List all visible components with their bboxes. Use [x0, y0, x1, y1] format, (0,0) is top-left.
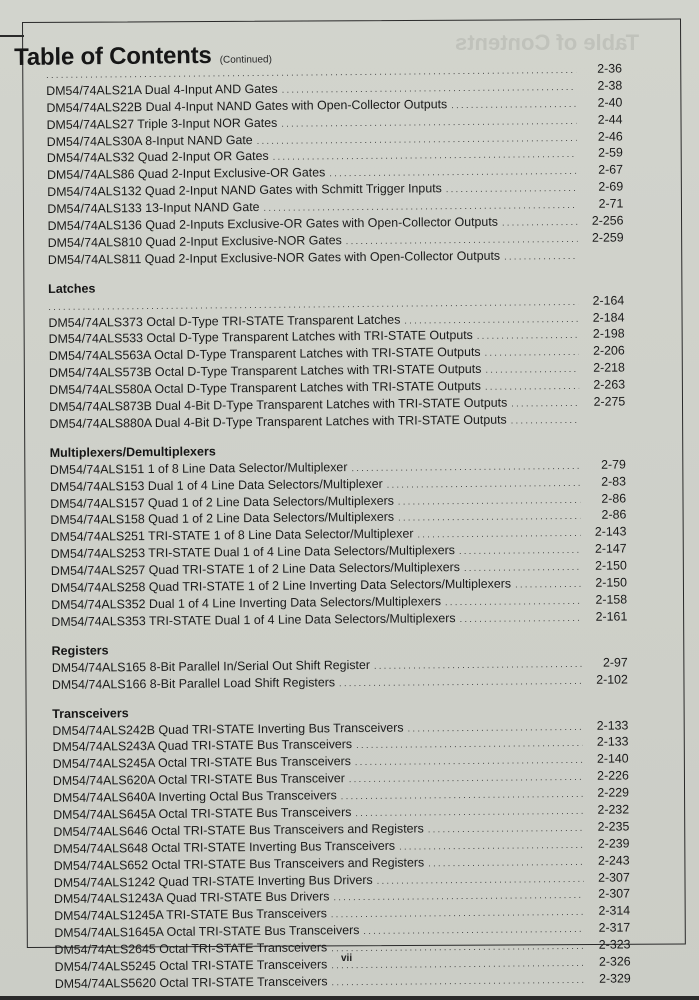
entry-title: DM54/74ALS648 Octal TRI-STATE Inverting Bus Transceivers: [53, 838, 396, 856]
entry-title: DM54/74ALS257 Quad TRI-STATE 1 of 2 Line Data Selectors/Multiplexers: [50, 560, 460, 579]
entry-title: DM54/74ALS243A Quad TRI-STATE Bus Transceivers: [52, 737, 353, 755]
entry-title: DM54/74ALS652 Octal TRI-STATE Bus Transceivers and Registers: [53, 855, 425, 873]
entry-page-number: 2-323: [598, 937, 631, 952]
dot-leader: [511, 395, 579, 413]
toc-section: [50, 439, 628, 630]
entry-page-number: 2-275: [593, 394, 626, 409]
entry-page-number: 2-69: [598, 179, 624, 194]
entry-page-number: 2-44: [597, 112, 623, 127]
dot-leader: [460, 610, 582, 628]
entry-title: DM54/74ALS573B Octal D-Type Transparent Latches with TRI-STATE Outputs: [48, 362, 482, 381]
entry-page-number: 2-164: [592, 293, 625, 308]
entry-page-number: 2-229: [597, 785, 630, 800]
section-heading: Registers: [51, 643, 109, 658]
entry-title: DM54/74ALS22B Dual 4-Input NAND Gates with Open-Collector Outputs: [46, 96, 448, 115]
entry-page-number: 2-133: [596, 734, 629, 750]
entry-page-number: 2-86: [601, 491, 627, 506]
dot-leader: [339, 672, 582, 691]
dot-leader: [485, 344, 579, 362]
entry-page-number: 2-147: [594, 541, 627, 557]
entry-page-number: 2-314: [598, 903, 631, 919]
entry-page-number: 2-307: [598, 886, 631, 902]
entry-page-number: 2-40: [597, 95, 623, 110]
dot-leader: [377, 870, 584, 889]
entry-page-number: 2-329: [599, 971, 631, 986]
dot-leader: [363, 921, 584, 940]
entry-page-number: 2-243: [597, 853, 630, 868]
entry-page-number: 2-86: [601, 507, 627, 523]
entry-title: DM54/74ALS880A Dual 4-Bit D-Type Transparent Latches with TRI-STATE Outputs: [49, 412, 507, 431]
dot-leader: [417, 525, 580, 543]
dot-leader: [374, 656, 582, 675]
entry-title: DM54/74ALS5620 Octal TRI-STATE Transceivers: [54, 974, 328, 991]
entry-title: DM54/74ALS620A Octal TRI-STATE Bus Transceiver: [52, 771, 345, 789]
bleed-through-text: Table of Contents: [454, 30, 639, 55]
entry-page-number: 2-161: [595, 609, 628, 624]
entry-title: DM54/74ALS251 TRI-STATE 1 of 8 Line Data Selector/Multiplexer: [50, 526, 414, 545]
entry-title: DM54/74ALS166 8-Bit Parallel Load Shift Registers: [51, 674, 336, 692]
toc-section: [52, 700, 631, 993]
entry-title: DM54/74ALS32 Quad 2-Input OR Gates: [46, 149, 269, 166]
entry-page-number: 2-36: [597, 61, 623, 76]
entry-title: DM54/74ALS1242 Quad TRI-STATE Inverting Bus Drivers: [53, 872, 373, 890]
dot-leader: [331, 972, 584, 991]
entry-page-number: 2-133: [596, 717, 629, 733]
dot-leader: [485, 361, 579, 379]
entry-title: DM54/74ALS580A Octal D-Type Transparent Latches with TRI-STATE Outputs: [49, 378, 481, 398]
entry-page-number: 2-158: [595, 592, 628, 607]
entry-page-number: 2-232: [597, 802, 630, 817]
entry-page-number: 2-67: [598, 162, 624, 178]
entry-title: DM54/74ALS645A Octal TRI-STATE Bus Transceivers: [53, 805, 352, 822]
section-heading: Multiplexers/Demultiplexers: [49, 444, 216, 460]
entry-title: DM54/74ALS258 Quad TRI-STATE 1 of 2 Line Inverting Data Selectors/Multiplexers: [50, 576, 512, 596]
entry-title: DM54/74ALS132 Quad 2-Input NAND Gates with Schmitt Trigger Inputs: [47, 181, 442, 200]
dot-leader: [398, 508, 580, 527]
entry-title: DM54/74ALS151 1 of 8 Line Data Selector/Multiplexer: [49, 459, 348, 477]
entry-title: DM54/74ALS21A Dual 4-Input AND Gates: [46, 81, 278, 98]
entry-page-number: 2-38: [597, 78, 623, 93]
dot-leader: [408, 718, 583, 737]
entry-title: DM54/74ALS136 Quad 2-Inputs Exclusive-OR Gates with Open-Collector Outputs: [47, 214, 499, 234]
entry-page-number: 2-226: [597, 768, 629, 783]
entry-page-number: 2-326: [598, 954, 631, 969]
entry-page-number: 2-83: [601, 474, 627, 489]
frame-rule: [0, 35, 24, 37]
entry-page-number: 2-79: [600, 457, 626, 472]
entry-title: DM54/74ALS373 Octal D-Type TRI-STATE Transparent Latches: [48, 312, 401, 330]
entry-page-number: 2-150: [595, 558, 627, 573]
dot-leader: [502, 214, 578, 232]
entry-title: DM54/74ALS1645A Octal TRI-STATE Bus Transceivers: [54, 923, 360, 941]
entry-title: DM54/74ALS86 Quad 2-Input Exclusive-OR Gates: [46, 165, 326, 183]
entry-title: DM54/74ALS158 Quad 1 of 2 Line Data Selectors/Multiplexers: [50, 510, 395, 528]
entry-title: DM54/74ALS30A 8-Input NAND Gate: [46, 132, 253, 149]
dot-leader: [464, 559, 581, 577]
entry-title: DM54/74ALS165 8-Bit Parallel In/Serial Out Shift Register: [51, 657, 371, 675]
entry-page-number: 2-317: [598, 920, 631, 935]
entry-title: DM54/74ALS2645 Octal TRI-STATE Transceivers: [54, 940, 328, 958]
entry-title: DM54/74ALS1245A TRI-STATE Bus Transceivers: [54, 906, 327, 924]
entry-title: DM54/74ALS873B Dual 4-Bit D-Type Transparent Latches with TRI-STATE Outputs: [49, 395, 508, 415]
entry-title: DM54/74ALS157 Quad 1 of 2 Line Data Selectors/Multiplexers: [50, 493, 394, 511]
entry-title: DM54/74ALS5245 Octal TRI-STATE Transceivers: [54, 957, 328, 974]
dot-leader: [485, 378, 579, 396]
dot-leader: [511, 412, 580, 430]
entry-title: DM54/74ALS563A Octal D-Type Transparent Latches with TRI-STATE Outputs: [48, 345, 481, 364]
entry-title: DM54/74ALS533 Octal D-Type Transparent Latches with TRI-STATE Outputs: [48, 328, 473, 347]
entry-title: DM54/74ALS1243A Quad TRI-STATE Bus Drivers: [53, 889, 330, 907]
page-title: Table of Contents: [14, 41, 212, 71]
dot-leader: [387, 475, 580, 494]
entry-title: DM54/74ALS640A Inverting Octal Bus Transceivers: [52, 788, 337, 806]
section-heading: Transceivers: [52, 705, 129, 721]
entry-page-number: 2-239: [597, 836, 630, 851]
toc-section: [52, 637, 628, 693]
toc-section: [48, 275, 625, 433]
entry-page-number: 2-256: [591, 213, 624, 228]
entry-page-number: 2-59: [597, 145, 623, 161]
dot-leader: [445, 593, 581, 611]
entry-page-number: 2-150: [595, 575, 628, 590]
toc-section: [46, 60, 624, 268]
dot-leader: [398, 491, 580, 510]
dot-leader: [446, 180, 578, 198]
page-edge-shadow: [0, 996, 699, 1000]
entry-title: DM54/74ALS153 Dual 1 of 4 Line Data Selectors/Multiplexer: [49, 476, 383, 494]
table-of-contents: [46, 60, 631, 992]
page-number: vii: [341, 953, 353, 964]
entry-page-number: 2-46: [597, 129, 623, 144]
entry-page-number: 2-102: [596, 672, 628, 687]
page-subtitle: (Continued): [219, 54, 272, 66]
entry-page-number: 2-143: [594, 524, 627, 540]
entry-page-number: 2-184: [592, 310, 625, 325]
entry-title: DM54/74ALS133 13-Input NAND Gate: [47, 200, 260, 217]
entry-title: DM54/74ALS353 TRI-STATE Dual 1 of 4 Line Data Selectors/Multiplexers: [51, 610, 456, 629]
entry-page-number: 2-307: [598, 869, 630, 885]
dot-leader: [477, 327, 579, 345]
entry-page-number: 2-97: [602, 655, 628, 670]
entry-title: DM54/74ALS245A Octal TRI-STATE Bus Transceivers: [52, 754, 351, 772]
entry-page-number: 2-198: [592, 326, 625, 342]
entry-title: DM54/74ALS811 Quad 2-Input Exclusive-NOR Gates with Open-Collector Outputs: [47, 248, 501, 267]
entry-page-number: 2-206: [592, 343, 625, 359]
dot-leader: [399, 837, 584, 856]
section-heading: Latches: [48, 281, 96, 296]
dot-leader: [459, 542, 581, 560]
entry-title: DM54/74ALS27 Triple 3-Input NOR Gates: [46, 115, 278, 132]
entry-page-number: 2-71: [598, 196, 624, 211]
entry-title: DM54/74ALS253 TRI-STATE Dual 1 of 4 Line Data Selectors/Multiplexers: [50, 543, 456, 562]
entry-title: DM54/74ALS646 Octal TRI-STATE Bus Transceivers and Registers: [53, 821, 424, 839]
entry-page-number: 2-259: [591, 230, 624, 245]
entry-title: DM54/74ALS242B Quad TRI-STATE Inverting Bus Transceivers: [52, 720, 404, 738]
dot-leader: [515, 576, 581, 594]
entry-title: DM54/74ALS810 Quad 2-Input Exclusive-NOR Gates: [47, 233, 342, 250]
entry-page-number: 2-140: [596, 751, 629, 767]
dot-leader: [428, 820, 584, 838]
entry-page-number: 2-235: [597, 819, 630, 834]
entry-page-number: 2-218: [593, 360, 625, 376]
entry-page-number: 2-263: [593, 377, 626, 392]
dot-leader: [504, 248, 578, 266]
dot-leader: [428, 854, 584, 872]
entry-title: DM54/74ALS352 Dual 1 of 4 Line Inverting Data Selectors/Multiplexers: [51, 594, 442, 612]
dot-leader: [451, 96, 576, 114]
dot-leader: [404, 310, 578, 329]
